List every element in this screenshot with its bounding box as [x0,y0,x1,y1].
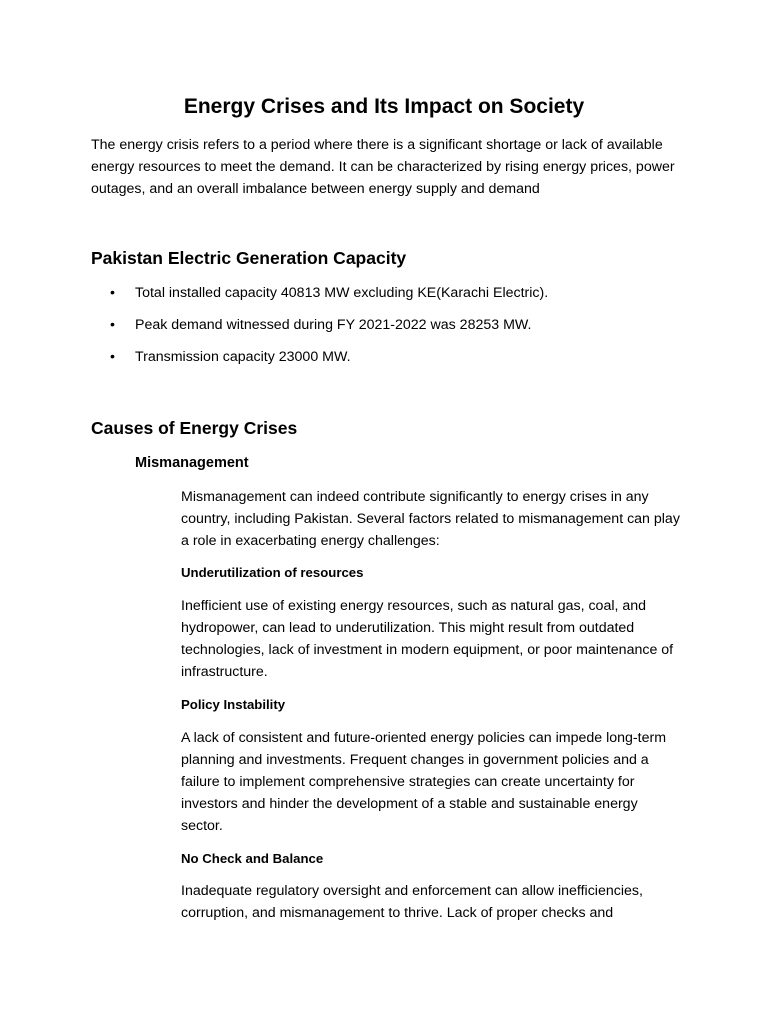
check-and-balance-paragraph: Inadequate regulatory oversight and enforcement can allow inefficiencies, corruption, and mismanagement to thrive. Lack of proper checks and [181,883,643,921]
bullet-icon: • [110,349,115,365]
list-item-text: Peak demand witnessed during FY 2021-2022 was 28253 MW. [135,317,532,333]
intro-paragraph: The energy crisis refers to a period where there is a significant shortage or lack of available energy resources to meet the demand. It can be characterized by rising energy prices, power outages, and an overall imbalance between energy supply and demand [91,137,675,197]
list-item [91,284,691,316]
mismanagement-paragraph: Mismanagement can indeed contribute significantly to energy crises in any country, including Pakistan. Several factors related to mismanagement can play a role in exacerbating energy challenges: [181,489,680,549]
bullet-icon: • [110,317,115,333]
list-item [91,348,691,380]
list-item-text: Total installed capacity 40813 MW excluding KE(Karachi Electric). [135,285,549,301]
causes-heading: Causes of Energy Crises [91,418,298,438]
underutilization-paragraph: Inefficient use of existing energy resources, such as natural gas, coal, and hydropower, can lead to underutilization. This might result from outdated technologies, lack of investment in modern equipment, or poor maintenance of infrastructure. [181,598,674,680]
bullet-icon: • [110,285,115,301]
check-and-balance-heading: No Check and Balance [181,851,324,866]
capacity-heading: Pakistan Electric Generation Capacity [91,248,407,268]
underutilization-heading: Underutilization of resources [181,565,364,580]
list-item-text: Transmission capacity 23000 MW. [135,349,351,365]
mismanagement-heading: Mismanagement [135,455,249,471]
capacity-list [91,284,691,380]
list-item [91,316,691,348]
document-title: Energy Crises and Its Impact on Society [183,95,585,118]
policy-instability-heading: Policy Instability [181,697,286,712]
policy-instability-paragraph: A lack of consistent and future-oriented energy policies can impede long-term planning and investments. Frequent changes in government policies and a failure to implement comprehensive strategies can create uncertainty for investors and hinder the development of a stable and sustainable energy sector. [181,730,667,834]
